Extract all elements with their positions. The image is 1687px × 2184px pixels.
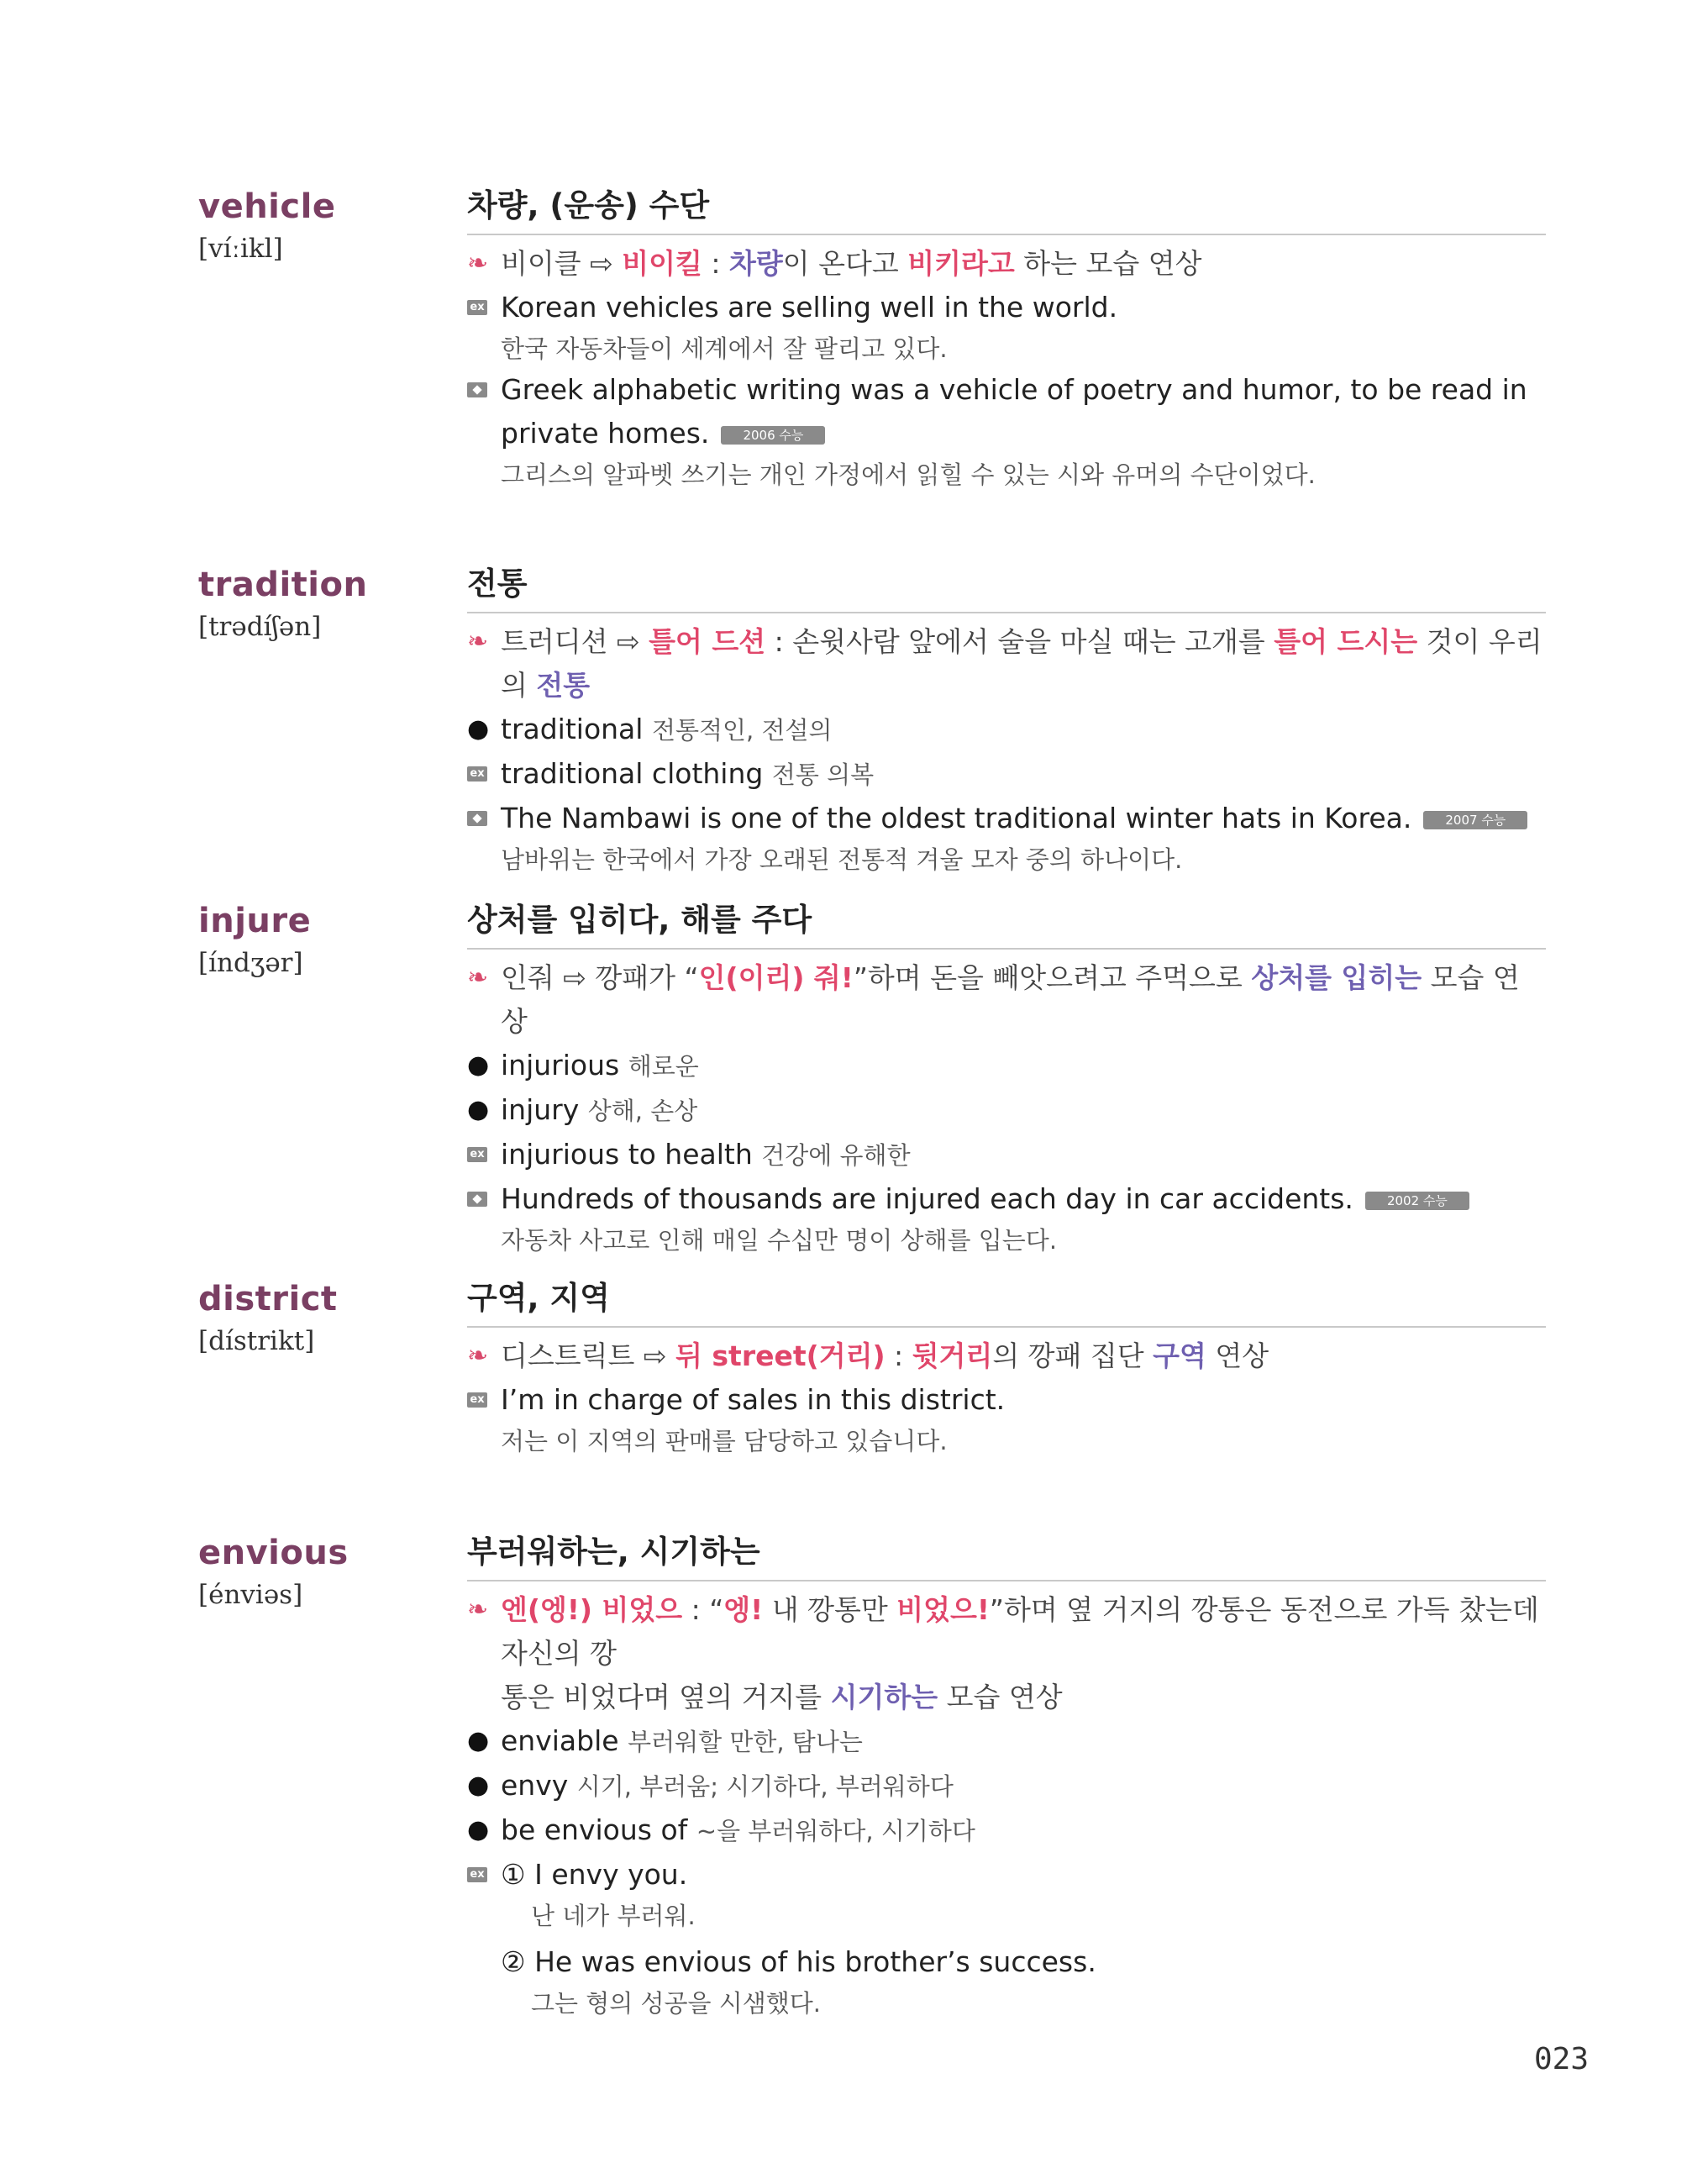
example-english: I envy you. [534,1858,688,1891]
mnemonic-meaning-highlight: 구역 [1153,1339,1206,1372]
pronunciation: [dístrikt] [198,1326,315,1356]
derivative-line [467,708,1546,752]
mnemonic-highlight: 틀어 드션 [649,625,766,658]
mnemonic-highlight: 엥! [723,1593,764,1626]
mnemonic-meaning-highlight: 시기하는 [830,1681,938,1713]
example-icon: ex [467,1133,496,1176]
bullet-icon: ● [467,1815,490,1845]
example-korean: 난 네가 부러워. [531,1902,696,1930]
example-korean: 한국 자동차들이 세계에서 잘 팔리고 있다. [501,334,948,363]
mnemonic-highlight: 뒤 street(거리) [675,1339,886,1372]
exam-icon [467,368,496,412]
entry-body [467,1533,1546,2023]
bullet-icon: ● [467,1050,490,1080]
example-english: The Nambawi is one of the oldest traditional winter hats in Korea. [501,802,1412,834]
example-korean: 자동차 사고로 인해 매일 수십만 명이 상해를 입는다. [501,1226,1058,1255]
headword-block [198,901,311,978]
derivative-word: traditional [501,713,644,745]
mnemonic-icon: ❧ [467,1341,489,1371]
mnemonic-icon: ❧ [467,1595,489,1624]
mnemonic-highlight: 엔(엥!) 비었으 [501,1593,683,1626]
mnemonic-text: 내 깡통만 [763,1593,897,1626]
meaning: 구역, 지역 [467,1279,1546,1328]
example-korean: 그리스의 알파벳 쓰기는 개인 가정에서 읽힐 수 있는 시와 유머의 수단이었다. [501,460,1316,489]
mnemonic-meaning-highlight: 전통 [536,669,591,702]
example-line [467,752,1546,797]
bullet-icon: ● [467,1771,490,1800]
mnemonic-text: 비이클 ⇨ [501,247,623,280]
example-icon: ex [467,1853,496,1897]
derivative-word: envy [501,1769,569,1802]
exam-icon [467,797,496,840]
derivative-line [467,1044,1546,1088]
example-english: injurious to health [501,1138,753,1171]
mnemonic-meaning-highlight: 차량 [729,247,783,280]
example-english: He was envious of his brother’s success. [534,1945,1096,1978]
headword: injure [198,902,312,940]
mnemonic-text: 하는 모습 연상 [1014,247,1202,280]
mnemonic-highlight: 틀어 드시는 [1274,625,1418,658]
example-icon: ex [467,752,496,796]
derivative-meaning: 전통적인, 전설의 [651,716,833,745]
derivative-word: injurious [501,1049,620,1081]
mnemonic-text: 디스트릭트 ⇨ [501,1339,676,1372]
mnemonic-text: 것이 우리의 [501,625,1542,702]
headword-block [198,187,335,264]
mnemonic-text: ”하며 옆 거지의 깡통은 동전으로 가득 찼는데 자신의 깡 [501,1593,1539,1670]
mnemonic-text: 모습 연상 [938,1681,1063,1713]
mnemonic-text: 연상 [1206,1339,1269,1372]
mnemonic-text: : [885,1339,912,1372]
mnemonic-line-cont [467,1676,1546,1719]
mnemonic-text: ”하며 돈을 빼앗으려고 주먹으로 [853,961,1252,994]
example-line [467,1853,1546,1897]
example-number: ① [501,1858,526,1891]
derivative-meaning: ~을 부러워하다, 시기하다 [696,1817,975,1845]
example-english: Hundreds of thousands are injured each day in car accidents. [501,1182,1353,1215]
mnemonic-line [467,620,1546,708]
derivative-line [467,1764,1546,1808]
bullet-icon: ● [467,1095,490,1124]
mnemonic-text: 통은 비었다며 옆의 거지를 [501,1681,831,1713]
entry-body [467,1279,1546,1460]
exam-year-badge: 2002 수능 [1365,1192,1469,1210]
exam-example-line [467,368,1546,412]
example-english: private homes. [501,417,710,450]
example-line [467,1133,1546,1177]
mnemonic-text: 모습 연상 [501,961,1520,1038]
example-english: I’m in charge of sales in this district. [501,1383,1006,1416]
example-korean: 저는 이 지역의 판매를 담당하고 있습니다. [501,1427,948,1455]
example-korean: 건강에 유해한 [761,1141,911,1170]
mnemonic-text: 의 깡패 집단 [992,1339,1154,1372]
mnemonic-meaning-highlight: 상처를 입히는 [1251,961,1422,994]
example-line [467,1378,1546,1422]
exam-example-line [467,797,1546,840]
mnemonic-line [467,242,1546,286]
mnemonic-text: 트러디션 ⇨ [501,625,649,658]
mnemonic-text: : 손윗사람 앞에서 술을 마실 때는 고개를 [765,625,1274,658]
exam-year-badge: 2007 수능 [1423,811,1527,829]
headword: envious [198,1534,349,1572]
derivative-meaning: 해로운 [628,1052,699,1081]
pronunciation: [víːikl] [198,234,283,264]
headword: tradition [198,566,368,604]
mnemonic-line [467,1334,1546,1378]
headword: district [198,1280,338,1318]
meaning: 전통 [467,565,1546,613]
derivative-meaning: 상해, 손상 [587,1097,698,1125]
example-english: Korean vehicles are selling well in the world. [501,291,1118,324]
derivative-word: be envious of [501,1813,688,1846]
headword-block [198,565,367,642]
mnemonic-highlight: 비이킬 [622,247,702,280]
example-icon: ex [467,286,496,329]
example-number: ② [501,1945,526,1978]
meaning: 차량, (운송) 수단 [467,187,1546,235]
entry-body [467,565,1546,879]
meaning: 상처를 입히다, 해를 주다 [467,901,1546,950]
derivative-meaning: 시기, 부러움; 시기하다, 부러워하다 [576,1772,954,1801]
mnemonic-text: : “ [682,1593,724,1626]
mnemonic-text: : [702,247,730,280]
derivative-line [467,1808,1546,1853]
exam-example-line-cont [467,412,1546,455]
mnemonic-highlight: 비었으! [896,1593,990,1626]
example-icon: ex [467,1378,496,1422]
mnemonic-highlight: 비키라고 [907,247,1015,280]
example-english: traditional clothing [501,757,764,790]
mnemonic-text: 이 온다고 [782,247,908,280]
example-korean: 그는 형의 성공을 시샘했다. [531,1989,822,2018]
example-korean: 남바위는 한국에서 가장 오래된 전통적 겨울 모자 중의 하나이다. [501,845,1183,874]
headword: vehicle [198,187,336,226]
derivative-word: injury [501,1093,580,1126]
mnemonic-icon: ❧ [467,963,489,992]
meaning: 부러워하는, 시기하는 [467,1533,1546,1581]
headword-block [198,1533,349,1610]
derivative-meaning: 부러워할 만한, 탐나는 [628,1728,863,1756]
example-korean: 전통 의복 [771,760,875,789]
pronunciation: [trədíʃən] [198,612,322,642]
bullet-icon: ● [467,714,490,744]
exam-year-badge: 2006 수능 [721,426,825,445]
mnemonic-highlight: 인(이리) 줘! [698,961,854,994]
entry-body [467,187,1546,494]
pronunciation: [índʒər] [198,948,303,978]
mnemonic-icon: ❧ [467,627,489,656]
example-line [467,286,1546,329]
bullet-icon: ● [467,1726,490,1755]
headword-block [198,1279,338,1356]
mnemonic-text: 인줘 ⇨ 깡패가 “ [501,961,699,994]
mnemonic-line [467,1588,1546,1676]
page-number: 023 [1534,2042,1590,2076]
mnemonic-icon: ❧ [467,249,489,278]
exam-example-line [467,1177,1546,1221]
entry-body [467,901,1546,1260]
pronunciation: [énviəs] [198,1580,303,1610]
derivative-line [467,1719,1546,1764]
exam-icon [467,1177,496,1221]
derivative-line [467,1088,1546,1133]
mnemonic-highlight: 뒷거리 [912,1339,993,1372]
mnemonic-line [467,956,1546,1044]
derivative-word: enviable [501,1724,619,1757]
example-english: Greek alphabetic writing was a vehicle of poetry and humor, to be read in [501,373,1527,406]
example-line [467,1940,1546,1984]
